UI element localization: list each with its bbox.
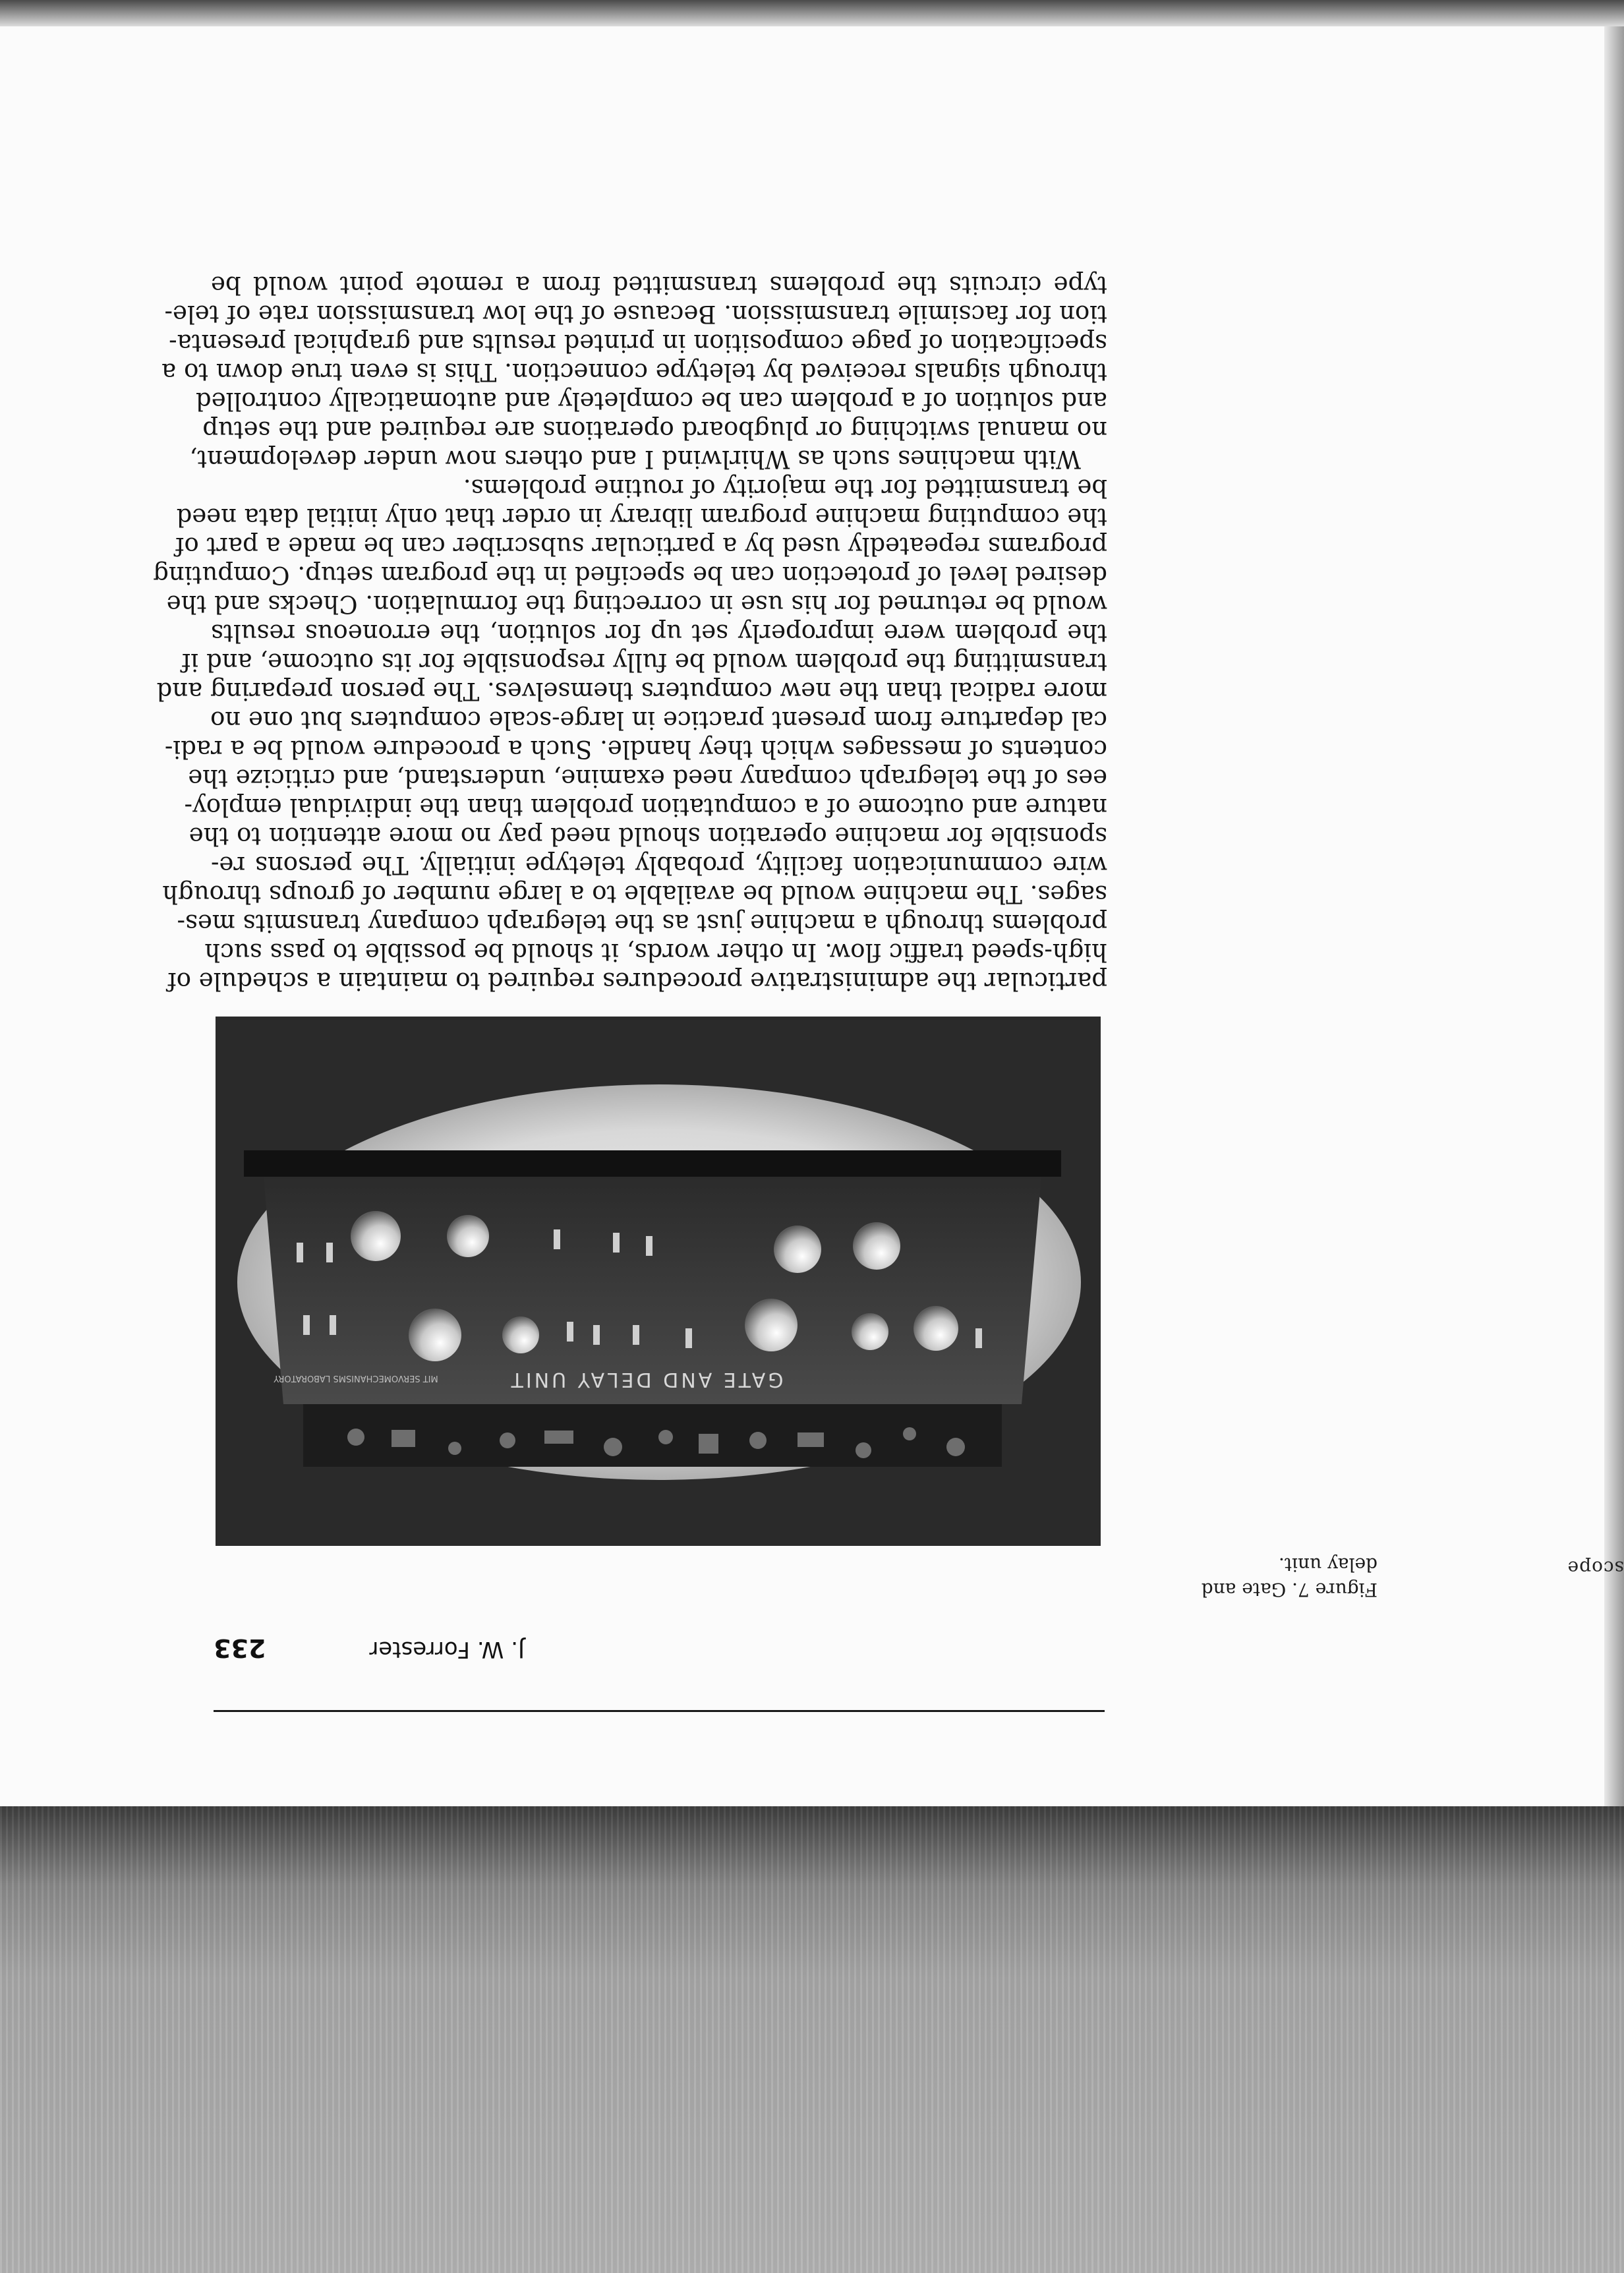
body-line: tion for facsimile transmission. Because of the low transmission rate of tele- (164, 300, 1107, 328)
body-line: contents of messages which they handle. Such a procedure would be a radi- (164, 735, 1107, 763)
gutter-shadow (1604, 0, 1624, 1806)
body-text (153, 270, 1107, 995)
body-line: the problem were improperly set up for solution, the erroneous results (211, 619, 1107, 647)
body-line: wire communication facility, probably teletype initially. The persons re- (211, 851, 1107, 879)
panel-label-top: MIT SERVOMECHANISMS LABORATORY (274, 1373, 438, 1383)
rack-rail (244, 1150, 1061, 1177)
scanner-bed (0, 1806, 1624, 2273)
figure-caption-line-2: delay unit. (1278, 1554, 1378, 1576)
header-rule (214, 1710, 1105, 1712)
page-edge-shadow (0, 0, 1624, 26)
body-line: through signals received by teletype connection. This is even true down to a (161, 358, 1107, 386)
body-line: be transmitted for the majority of routine problems. (463, 474, 1107, 502)
body-line: the computing machine program library in order that only initial data need (176, 503, 1107, 531)
body-line: high-speed traffic flow. In other words, it should be possible to pass such (204, 938, 1107, 966)
stray-margin-text: scope (1567, 1557, 1624, 1579)
body-line: would be returned for his use in correcting the formulation. Checks and the (166, 590, 1107, 618)
body-line: sponsible for machine operation should need pay no more attention to the (188, 822, 1107, 850)
figure-photo-gate-delay-unit (216, 1017, 1101, 1546)
photo-illustration (216, 1017, 1101, 1546)
body-line: cal departure from present practice in large-scale computers but one no (210, 706, 1107, 734)
running-head-author: J. W. Forrester (369, 1636, 525, 1663)
body-line: desired level of protection can be specified in the program setup. Computing (153, 561, 1107, 589)
panel-label-main: GATE AND DELAY UNIT (508, 1368, 784, 1391)
page-number: 233 (214, 1634, 266, 1663)
body-line: With machines such as Whirlwind I and others now under development, (189, 445, 1081, 473)
body-line: particular the administrative procedures required to maintain a schedule of (167, 967, 1107, 995)
body-line: and solution of a problem can be completely and automatically controlled (195, 387, 1107, 415)
body-line: type circuits the problems transmitted from a remote point would be (211, 271, 1107, 299)
body-line: programs repeatedly used by a particular subscriber can be made a part of (175, 532, 1107, 560)
figure-caption-line-1: Figure 7. Gate and (1201, 1579, 1378, 1601)
body-line: more radical than the new computers themselves. The person preparing and (156, 677, 1107, 705)
body-line: problems through a machine just as the telegraph company transmits mes- (177, 909, 1107, 937)
body-line: transmitting the problem would be fully responsible for its outcome, and if (181, 648, 1107, 676)
body-line: sages. The machine would be available to a large number of groups through (162, 880, 1107, 908)
body-line: nature and outcome of a computation problem than the individual employ- (184, 793, 1107, 821)
body-line: no manual switching or plugboard operations are required and the setup (202, 416, 1107, 444)
body-line: specification of page composition in printed results and graphical presenta- (169, 329, 1107, 357)
body-line: ees of the telegraph company need examine, understand, and criticize the (188, 764, 1107, 792)
running-head (214, 1634, 525, 1663)
figure-caption (1193, 1552, 1378, 1602)
